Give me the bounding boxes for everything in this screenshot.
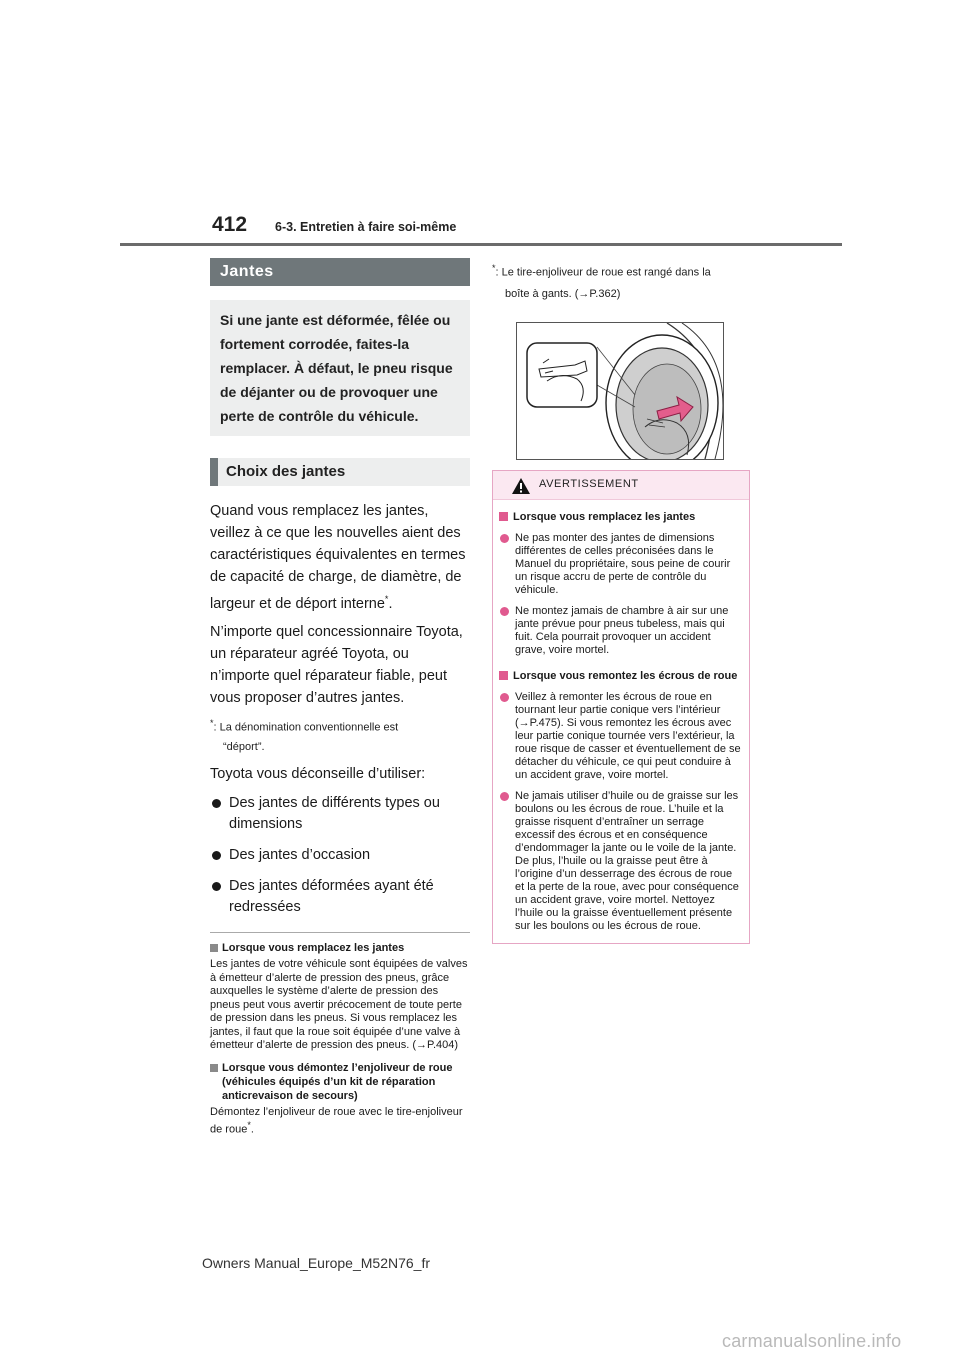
bullet-icon bbox=[212, 882, 221, 891]
list-item bbox=[210, 845, 470, 866]
footnote-text: : Le tire-enjoliveur de roue est rangé dans la bbox=[495, 266, 711, 279]
warning-item-text: Veillez à remonter les écrous de roue en tournant leur partie conique vers l’intérieur (→P.475). Si vous remontez les écrous avec leur partie conique tournée vers l’extérieur, la roue risque de casser et éventuellement de se détacher du véhicule, ce qui peut conduire à un accident grave, voire mortel. bbox=[515, 690, 741, 781]
warning-heading-text: Lorsque vous remontez les écrous de roue bbox=[513, 669, 738, 682]
note-removing-hubcap bbox=[210, 1061, 470, 1138]
note-text bbox=[210, 1106, 470, 1138]
list-item-text: Des jantes déformées ayant été redressées bbox=[229, 878, 434, 916]
paragraph-advice: Toyota vous déconseille d’utiliser: bbox=[210, 766, 426, 783]
footnote-marker: * bbox=[492, 263, 496, 273]
square-bullet-icon bbox=[210, 1064, 218, 1072]
circle-bullet-icon bbox=[500, 534, 509, 543]
list-item-text: Des jantes de différents types ou dimensions bbox=[229, 795, 440, 833]
warning-heading bbox=[499, 510, 743, 524]
section-header: 6-3. Entretien à faire soi-même bbox=[275, 220, 457, 234]
warning-header bbox=[493, 471, 749, 500]
footnote-marker: * bbox=[210, 717, 214, 728]
warning-heading-text: Lorsque vous remplacez les jantes bbox=[513, 510, 696, 523]
warning-item bbox=[499, 790, 743, 933]
subsection-title: Choix des jantes bbox=[210, 458, 470, 486]
wheel-illustration-svg bbox=[517, 323, 723, 459]
paragraph-wheel-choice bbox=[210, 500, 470, 615]
square-bullet-icon bbox=[210, 944, 218, 952]
note-title-text: Lorsque vous remplacez les jantes bbox=[222, 942, 405, 955]
list-item bbox=[210, 793, 470, 835]
paragraph-end: . bbox=[388, 595, 393, 612]
note-title-text: Lorsque vous démontez l’enjoliveur de roue (véhicules équipés d’un kit de réparation anticrevaison de secours) bbox=[222, 1061, 453, 1102]
warning-title: AVERTISSEMENT bbox=[539, 477, 639, 490]
warning-item bbox=[499, 532, 743, 597]
bullet-icon bbox=[212, 799, 221, 808]
warning-heading bbox=[499, 669, 743, 683]
note-text-body: Démontez l’enjoliveur de roue avec le tire-enjoliveur de roue bbox=[210, 1105, 463, 1137]
left-column bbox=[210, 258, 470, 1138]
list-item-text: Des jantes d’occasion bbox=[229, 847, 371, 864]
footnote-text: : La dénomination conventionnelle est bbox=[213, 721, 399, 734]
footer-doc-id: Owners Manual_Europe_M52N76_fr bbox=[202, 1255, 431, 1271]
note-title bbox=[210, 941, 470, 955]
circle-bullet-icon bbox=[500, 792, 509, 801]
page-number: 412 bbox=[212, 213, 248, 236]
footnote-marker: * bbox=[247, 1120, 251, 1131]
right-column bbox=[492, 258, 752, 944]
warning-item bbox=[499, 691, 743, 782]
footnote-text-cont: boîte à gants. (→P.362) bbox=[505, 287, 621, 300]
warning-triangle-icon bbox=[511, 477, 531, 495]
warning-item bbox=[499, 605, 743, 657]
note-title bbox=[210, 1061, 470, 1103]
footnote-hubcap-puller bbox=[492, 258, 752, 305]
watermark: carmanualsonline.info bbox=[722, 1331, 902, 1351]
intro-box: Si une jante est déformée, fêlée ou fortement corrodée, faites-la remplacer. À défaut, le pneu risque de déjanter ou de provoquer une perte de contrôle du véhicule. bbox=[210, 300, 470, 436]
list-item bbox=[210, 876, 470, 918]
bullet-list bbox=[210, 793, 470, 918]
footnote-marker: * bbox=[384, 594, 389, 604]
section-title: Jantes bbox=[210, 258, 470, 286]
warning-item-text: Ne jamais utiliser d’huile ou de graisse sur les boulons ou les écrous de roue. L’huile et la graisse risquent d’entraîner un serrage excessif des écrous et en conséquence d’endommager la jante ou le voile de la jante. De plus, l’huile ou la graisse peut être à l’origine d’un desserrage des écrous de roue et la perte de la roue, avec pour conséquence un accident grave, voire mortel. Nettoyez l’huile ou la graisse éventuellement présente sur les boulons ou les écrous de roue. bbox=[515, 789, 739, 932]
footnote-text-cont: “déport”. bbox=[223, 741, 265, 754]
warning-item-text: Ne pas monter des jantes de dimensions différentes de celles préconisées dans le Manuel du propriétaire, sous peine de courir un risque accru de perte de contrôle du véhicule. bbox=[515, 531, 731, 596]
note-text: Les jantes de votre véhicule sont équipées de valves à émetteur d’alerte de pression des pneus, grâce auxquelles le système d’alerte de pression des pneus peut vous avertir précocement de toute perte de pression dans les pneus. Si vous remplacez les jantes, il faut que la roue soit équipée d’une valve à émetteur d’alerte de pression des pneus. (→P.404) bbox=[210, 958, 468, 1052]
paragraph-text: Quand vous remplacez les jantes, veillez à ce que les nouvelles aient des caractéristiques équivalentes en termes de capacité de charge, de diamètre, de largeur et de déport interne bbox=[210, 503, 466, 612]
bullet-icon bbox=[212, 851, 221, 860]
note-replacing-wheels bbox=[210, 941, 470, 1053]
footnote bbox=[210, 713, 470, 758]
separator bbox=[210, 932, 470, 933]
hubcap-removal-illustration bbox=[516, 322, 724, 460]
circle-bullet-icon bbox=[500, 693, 509, 702]
paragraph-dealers: N’importe quel concessionnaire Toyota, un réparateur agréé Toyota, ou n’importe quel réparateur fiable, peut vous proposer d’autres jantes. bbox=[210, 623, 463, 706]
warning-body bbox=[493, 500, 749, 943]
header-rule bbox=[120, 243, 842, 246]
note-text-end: . bbox=[250, 1124, 254, 1137]
square-bullet-icon bbox=[499, 671, 508, 680]
warning-item-text: Ne montez jamais de chambre à air sur une jante prévue pour pneus tubeless, mais qui fuit. Cela pourrait provoquer un accident grave, voire mortel. bbox=[515, 604, 729, 656]
circle-bullet-icon bbox=[500, 607, 509, 616]
square-bullet-icon bbox=[499, 512, 508, 521]
warning-box bbox=[492, 470, 750, 944]
